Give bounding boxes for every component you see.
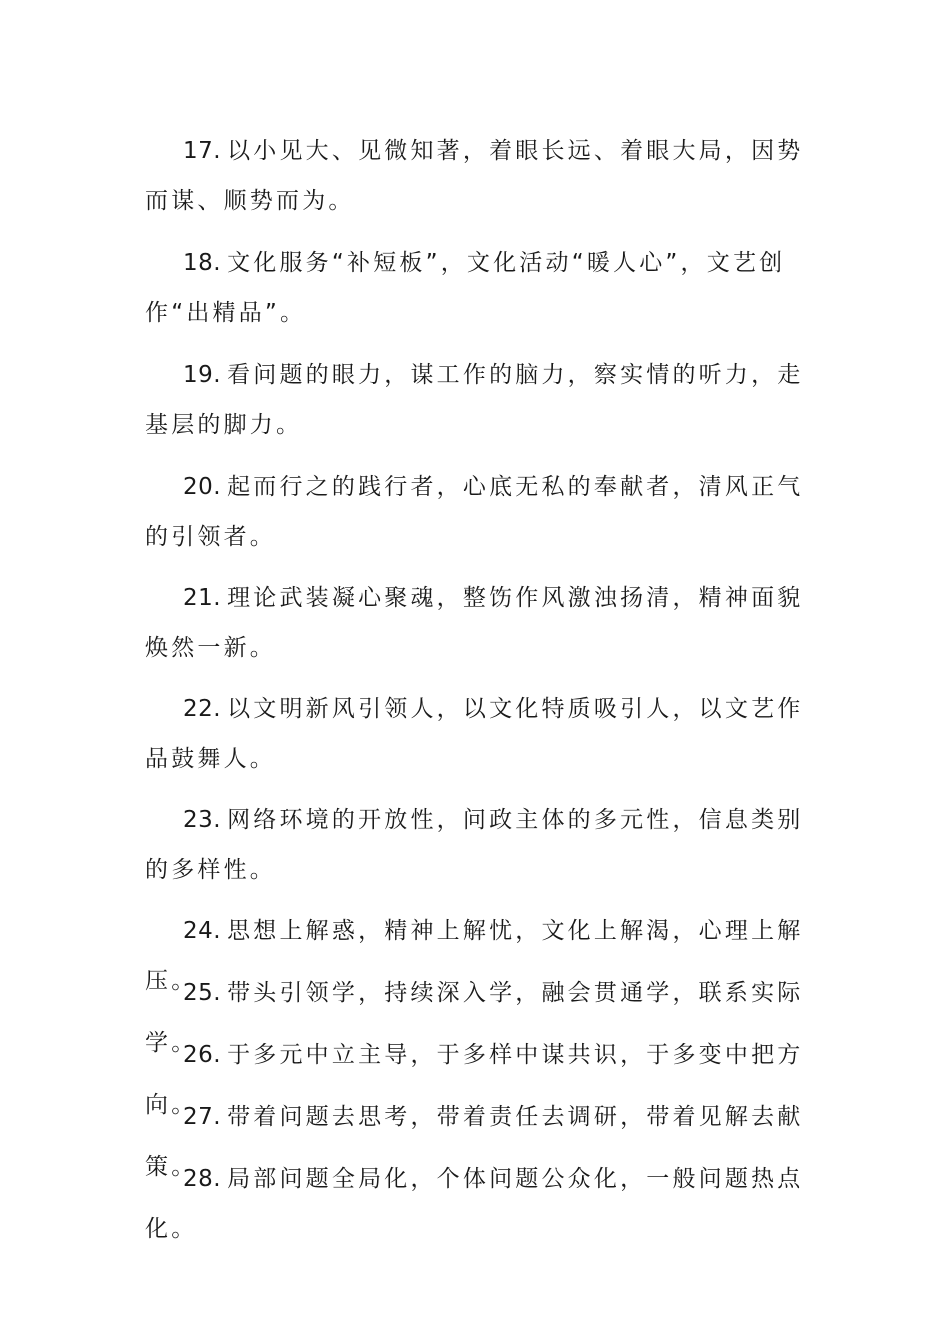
item-text: 网络环境的开放性，问政主体的多元性，信息类别的多样性。 [145, 807, 804, 883]
list-item [145, 795, 807, 895]
item-text: 文化服务“补短板”，文化活动“暖人心”，文艺创作“出精品”。 [145, 250, 786, 326]
item-number: 25. [183, 980, 222, 1006]
item-number: 22. [183, 696, 222, 722]
item-number: 26. [183, 1042, 222, 1068]
list-item [145, 684, 807, 784]
item-number: 23. [183, 807, 222, 833]
item-number: 21. [183, 585, 222, 611]
list-item [145, 462, 807, 562]
item-text: 思想上解惑，精神上解忧，文化上解渴，心理上解压。 [145, 918, 804, 994]
item-text: 看问题的眼力，谋工作的脑力，察实情的听力，走基层的脚力。 [145, 362, 804, 438]
list-item [145, 350, 807, 450]
item-number: 19. [183, 362, 222, 388]
item-number: 17. [183, 138, 222, 164]
list-item [145, 1154, 807, 1254]
list-item [145, 126, 807, 226]
item-text: 起而行之的践行者，心底无私的奉献者，清风正气的引领者。 [145, 474, 804, 550]
item-number: 20. [183, 474, 222, 500]
list-item [145, 238, 807, 338]
item-number: 24. [183, 918, 222, 944]
item-text: 于多元中立主导，于多样中谋共识，于多变中把方向。 [145, 1042, 804, 1118]
item-number: 18. [183, 250, 222, 276]
item-text: 以文明新风引领人，以文化特质吸引人，以文艺作品鼓舞人。 [145, 696, 804, 772]
item-text: 带头引领学，持续深入学，融会贯通学，联系实际学。 [145, 980, 804, 1056]
item-number: 28. [183, 1166, 222, 1192]
item-text: 理论武装凝心聚魂，整饬作风激浊扬清，精神面貌焕然一新。 [145, 585, 804, 661]
list-item [145, 573, 807, 673]
item-number: 27. [183, 1104, 222, 1130]
item-text: 以小见大、见微知著，着眼长远、着眼大局，因势而谋、顺势而为。 [145, 138, 804, 214]
item-text: 带着问题去思考，带着责任去调研，带着见解去献策。 [145, 1104, 804, 1180]
item-text: 局部问题全局化，个体问题公众化，一般问题热点化。 [145, 1166, 804, 1242]
